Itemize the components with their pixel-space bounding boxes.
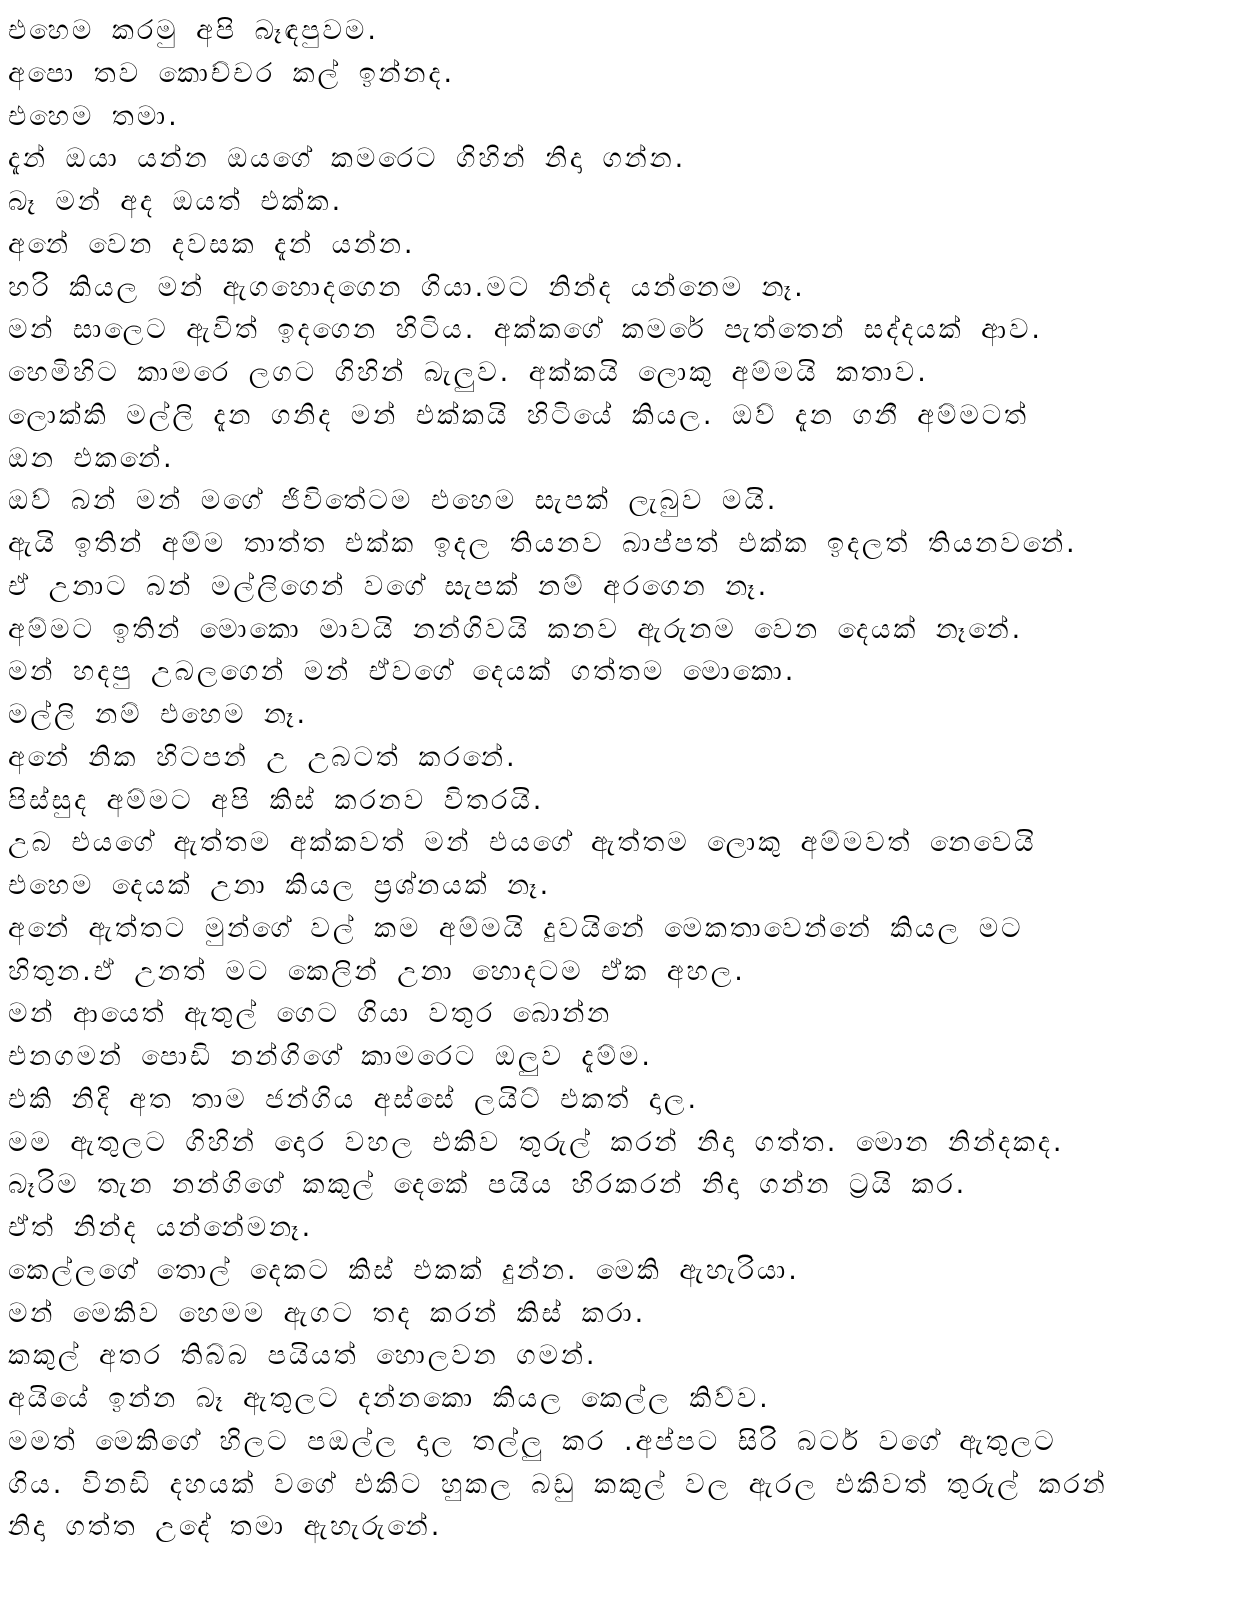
text-line-36: නිදා ගත්ත උදේ තමා ඇහැරුනේ. [8, 1511, 443, 1543]
text-line-15: අම්මට ඉතින් මොකො මාවයි නන්ගිවයි කනව ඇරුනම වෙන දෙයක් නෑනේ. [8, 613, 1024, 645]
text-line-35: ගිය. විනඩි දහයක් වගේ එකිට හුකල බඩු කකුල් වල ඇරල එකිවත් තුරුල් කරන් [8, 1468, 1108, 1500]
text-line-26: එකි නිදි අත තාම ජන්ගිය අස්සේ ලයිට් එකත් දාල. [8, 1083, 700, 1115]
text-line-9: හෙමිහිට කාමරෙ ලගට ගිහින් බැලුව. අක්කයි ලොකු අම්මයි කතාව. [8, 357, 929, 388]
text-line-1: එහෙම කරමු අපි බෑඳපුවම. [8, 15, 379, 46]
text-line-30: කෙල්ලගේ තොල් දෙකට කිස් එකක් දුන්න. මෙකි ඇහැරියා. [8, 1254, 800, 1286]
text-line-31: මන් මෙකිව හෙමම ඇගට තද කරන් කිස් කරා. [8, 1297, 647, 1329]
text-line-11: ඔන එකනේ. [8, 442, 175, 474]
text-line-16: මන් හදපු උබලගෙන් මන් ඒවගේ දෙයක් ගත්තම මොකො. [8, 656, 797, 688]
text-line-21: එහෙම දෙයක් උනා කියල ප්‍රශ්නයක් නෑ. [8, 870, 552, 901]
text-line-17: මල්ලි නම් එහෙම නෑ. [8, 699, 309, 730]
text-line-23: හිතුන.ඒ උනත් මට කෙලින් උනා හොදටම ඒක අහල. [8, 955, 746, 987]
text-line-34: මමත් මෙකිගේ හිලට පඔල්ල දාල තල්ලු කර .අප්පට සිරි බටර් වගේ ඇතුලට [8, 1425, 1057, 1457]
text-line-25: එනගමන් පොඩි නන්ගිගේ කාමරෙට ඔලුව දැම්ම. [8, 1041, 653, 1072]
text-line-24: මන් ආයෙත් ඇතුල් ගෙට ගියා වතුර බොන්න [8, 998, 613, 1030]
text-line-13: ඇයි ඉතින් අම්ම තාත්ත එක්ක ඉදල තියනව බාප්පත් එක්ක ඉදලත් තියනවනේ. [8, 528, 1078, 559]
text-line-3: එහෙම තමා. [8, 100, 180, 132]
text-line-7: හරි කියල මන් ඇගහොදගෙන ගියා.මට නින්ද යන්නෙම නෑ. [8, 271, 806, 303]
text-line-33: අයියේ ඉන්න බෑ ඇතුලට දන්නකො කියල කෙල්ල කිව්ව. [8, 1383, 771, 1414]
text-line-8: මන් සාලෙට ඇවිත් ඉදගෙන හිටිය. අක්කගේ කමරේ පැත්තෙන් සද්දයක් ආව. [8, 314, 1044, 346]
text-line-32: කකුල් අතර තිබ්බ පයියත් හොලවන ගමන්. [8, 1340, 598, 1372]
text-line-19: පිස්සුද අම්මට අපි කිස් කරනව විතරයි. [8, 784, 545, 816]
text-line-4: දැන් ඔයා යන්න ඔයගේ කමරෙට ගිහින් නිදා ගන්න. [8, 143, 687, 175]
text-line-27: මම ඇතුලට ගිහින් දොර වහල එකිව තුරුල් කරන් නිදා ගත්ත. මොන නින්දකද. [8, 1126, 1065, 1158]
text-line-20: උබ එයගේ ඇත්තම අක්කවත් මන් එයගේ ඇත්තම ලොකු අම්මවත් නෙවෙයි [8, 827, 1037, 859]
text-line-14: ඒ උනාට බන් මල්ලිගෙන් වගේ සැපක් නම් අරගෙන නෑ. [8, 570, 770, 602]
text-line-2: අපො තව කොච්චර කල් ඉන්නද. [8, 57, 456, 89]
text-line-29: ඒත් නින්ද යන්නේමනෑ. [8, 1212, 314, 1243]
text-line-22: අනේ ඇත්තට මුන්ගේ වල් කම අම්මයි දුවයිනේ මෙකතාවෙන්නේ කියල මට [8, 912, 1024, 944]
text-line-28: බෑරිම තැන නන්ගිගේ කකුල් දෙකේ පයිය හිරකරන් නිදා ගන්න ට්‍රයි කර. [8, 1169, 968, 1201]
document-body [8, 10, 1228, 1549]
text-line-5: බෑ මන් අද ඔයත් එක්ක. [8, 186, 344, 217]
text-line-12: ඔව් බන් මන් මගේ ජිවිතේටම එහෙම සැපක් ලැබුව මයි. [8, 485, 779, 517]
text-line-10: ලොක්කි මල්ලි දැන ගනිද මන් එක්කයි හිටියේ කියල. ඔව් දැන ගනී අම්මටත් [8, 399, 1030, 431]
text-line-6: අනේ වෙන දවසක දැන් යන්න. [8, 228, 416, 260]
text-line-18: අනේ නික හිටපන් උ උබටත් කරනේ. [8, 741, 518, 773]
